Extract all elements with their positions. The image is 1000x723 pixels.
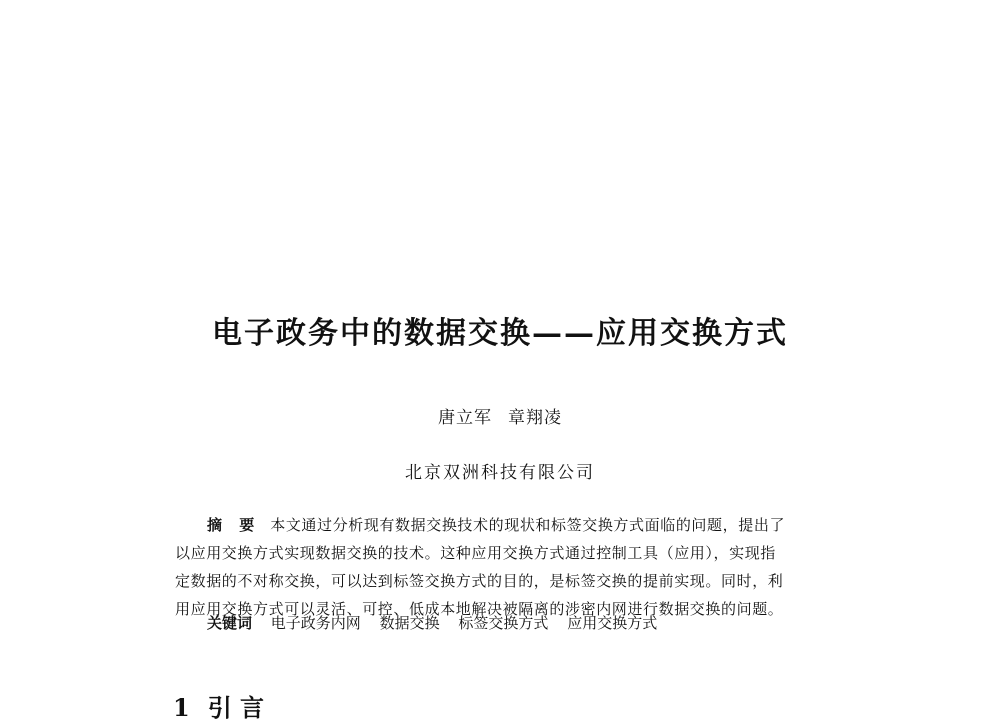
keyword: 电子政务内网 (270, 614, 361, 632)
abstract-line: 用应用交换方式可以灵活、可控、低成本地解决被隔离的涉密内网进行数据交换的问题。 (175, 600, 784, 618)
author-list (0, 403, 1000, 428)
section-heading (173, 688, 264, 723)
affiliation: 北京双洲科技有限公司 (405, 463, 595, 483)
abstract-text: 本文通过分析现有数据交换技术的现状和标签交换方式面临的问题，提出了 (270, 516, 786, 534)
author-name: 章翔凌 (508, 408, 562, 428)
abstract (175, 511, 827, 623)
section-number: 1 (173, 693, 190, 722)
paper-title: 电子政务中的数据交换——应用交换方式 (212, 316, 788, 351)
section-title: 引 言 (207, 693, 265, 722)
abstract-line (175, 511, 827, 539)
keyword: 标签交换方式 (458, 614, 549, 632)
abstract-line: 定数据的不对称交换，可以达到标签交换方式的目的，是标签交换的提前实现。同时，利 (175, 572, 784, 590)
author-name: 唐立军 (438, 408, 492, 428)
abstract-label: 摘 要 (207, 516, 261, 534)
keywords (207, 612, 671, 633)
keyword: 应用交换方式 (567, 614, 658, 632)
abstract-line: 以应用交换方式实现数据交换的技术。这种应用交换方式通过控制工具（应用），实现指 (175, 544, 776, 562)
keyword: 数据交换 (379, 614, 440, 632)
keywords-label: 关键词 (207, 614, 253, 632)
